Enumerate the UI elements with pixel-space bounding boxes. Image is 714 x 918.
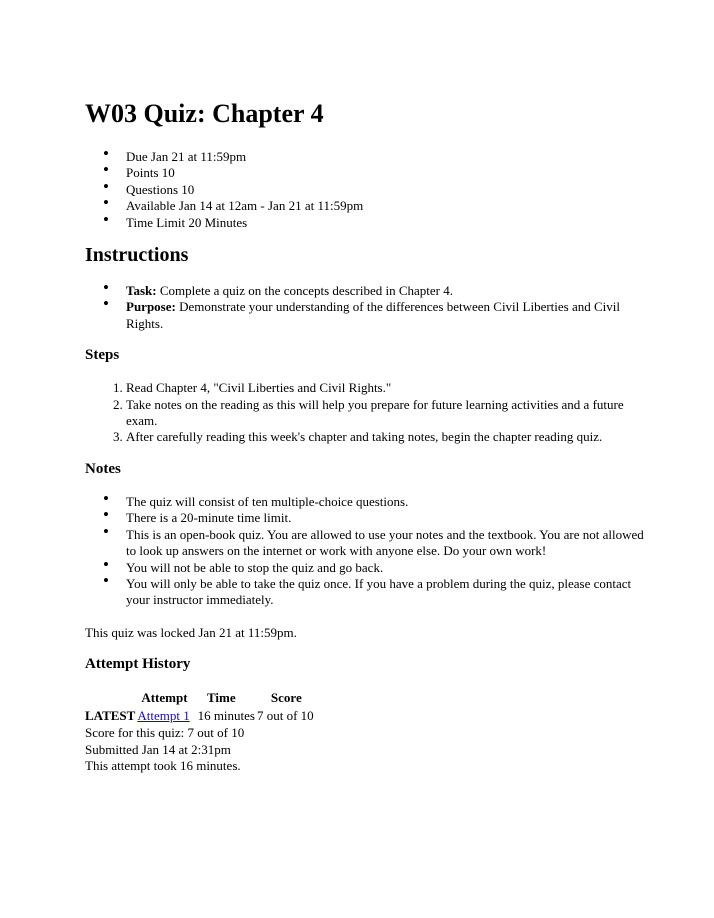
time-limit-item: • Time Limit 20 Minutes	[126, 215, 645, 231]
quiz-page	[85, 96, 645, 774]
step-item: 3. After carefully reading this week's chapter and taking notes, begin the chapter reading quiz.	[126, 429, 645, 445]
attempt-table-header	[85, 689, 316, 707]
step-item: 1. Read Chapter 4, "Civil Liberties and Civil Rights."	[126, 380, 645, 396]
steps-list	[85, 380, 645, 446]
attempt-cell	[137, 707, 197, 725]
purpose-item	[126, 299, 645, 332]
status-column-header	[85, 689, 137, 707]
instructions-list	[85, 283, 645, 332]
attempt-status: LATEST	[85, 708, 136, 724]
attempt-history-table	[85, 689, 316, 725]
locked-notice: This quiz was locked Jan 21 at 11:59pm.	[85, 624, 297, 640]
attempt-link[interactable]: Attempt 1	[137, 708, 190, 724]
note-item: • You will not be able to stop the quiz and go back.	[126, 560, 645, 576]
availability-item: • Available Jan 14 at 12am - Jan 21 at 11:59pm	[126, 198, 645, 214]
purpose-label: Purpose:	[126, 299, 176, 315]
score-column-header: Score	[270, 690, 302, 706]
note-item: • You will only be able to take the quiz once. If you have a problem during the quiz, please contact your instructor immediately.	[126, 576, 645, 609]
note-item: • The quiz will consist of ten multiple-choice questions.	[126, 494, 645, 510]
attempt-score: 7 out of 10	[256, 708, 314, 724]
task-item	[126, 283, 645, 299]
time-column-header: Time	[206, 690, 236, 706]
submitted-line: Submitted Jan 14 at 2:31pm	[85, 741, 231, 757]
questions-item: • Questions 10	[126, 182, 645, 198]
notes-heading: Notes	[85, 460, 121, 477]
due-date-item: • Due Jan 21 at 11:59pm	[126, 149, 645, 165]
note-item: • This is an open-book quiz. You are allowed to use your notes and the textbook. You are not allowed to look up answers on the internet or work with anyone else. Do your own work!	[126, 527, 645, 560]
attempt-history-heading: Attempt History	[85, 656, 191, 673]
attempt-column-header: Attempt	[141, 690, 188, 706]
instructions-heading: Instructions	[85, 244, 189, 267]
steps-heading: Steps	[85, 347, 120, 364]
quiz-score-line: Score for this quiz: 7 out of 10	[85, 725, 245, 741]
note-item: • There is a 20-minute time limit.	[126, 510, 645, 526]
task-text: Complete a quiz on the concepts described in Chapter 4.	[156, 283, 453, 299]
attempt-row	[85, 707, 316, 725]
points-item: • Points 10	[126, 165, 645, 181]
attempt-time: 16 minutes	[197, 708, 255, 724]
task-label: Task:	[126, 283, 157, 299]
attempt-duration-line: This attempt took 16 minutes.	[85, 757, 241, 773]
step-item: 2. Take notes on the reading as this will help you prepare for future learning activities and a future exam.	[126, 397, 645, 430]
notes-list	[85, 494, 645, 609]
quiz-details-list	[85, 149, 645, 231]
page-title: W03 Quiz: Chapter 4	[85, 99, 324, 128]
purpose-text: Demonstrate your understanding of the differences between Civil Liberties and Civil Rights.	[126, 299, 621, 331]
